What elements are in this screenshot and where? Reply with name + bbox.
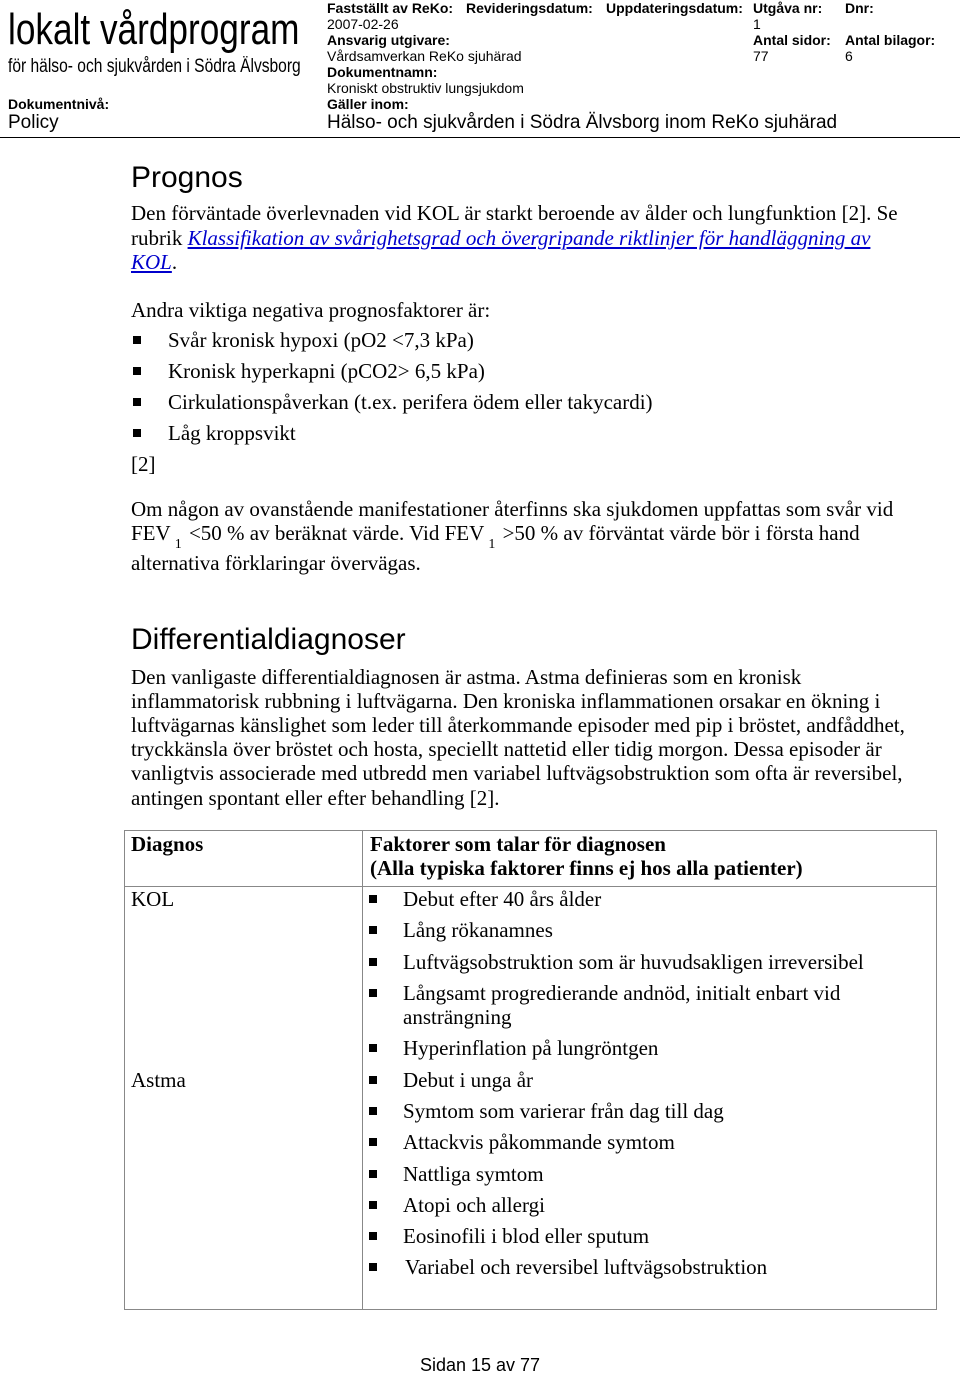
dnr-label: Dnr: <box>845 0 874 16</box>
program-subtitle: för hälso- och sjukvården i Södra Älvsborg <box>8 56 301 77</box>
severity-text-line-2 <box>131 521 860 552</box>
table-factor-item <box>367 887 927 911</box>
severity-text-line-3: alternativa förklaringar övervägas. <box>131 551 421 575</box>
table-factor-text: Atopi och allergi <box>403 1193 545 1217</box>
established-value: 2007-02-26 <box>327 16 399 32</box>
table-cell-diagnosis-astma: Astma <box>131 1068 186 1092</box>
table-factor-text: Eosinofili i blod eller sputum <box>403 1224 650 1248</box>
revision-date-label: Revideringsdatum: <box>466 0 593 16</box>
bullet-square-icon <box>369 1076 377 1084</box>
prognosis-factor <box>131 421 731 445</box>
classification-link[interactable]: Klassifikation av svårighetsgrad och övergripande riktlinjer för handläggning av <box>187 226 871 250</box>
table-factor-text: Attackvis påkommande symtom <box>403 1130 675 1154</box>
edition-value: 1 <box>753 16 761 32</box>
table-factor-item <box>367 1036 927 1060</box>
severity-text-line-1: Om någon av ovanstående manifestationer återfinns ska sjukdomen uppfattas som svår vid <box>131 497 894 521</box>
table-header-factors-note: (Alla typiska faktorer finns ej hos alla patienter) <box>370 856 803 880</box>
severity-text-segment: >50 % av förväntat värde bör i första hand <box>497 521 860 545</box>
publisher-label: Ansvarig utgivare: <box>327 32 450 48</box>
bullet-square-icon <box>369 1263 377 1271</box>
table-factor-item <box>367 1224 927 1248</box>
table-factor-text: Symtom som varierar från dag till dag <box>403 1099 724 1123</box>
bullet-square-icon <box>369 1138 377 1146</box>
table-factor-item <box>367 918 927 942</box>
bullet-square-icon <box>133 429 141 437</box>
prognosis-factor-text: Låg kroppsvikt <box>168 421 296 445</box>
attachments-value: 6 <box>845 48 853 64</box>
differential-text-line: luftvägarnas känslighet som leder till återkommande episoder med pip i bröstet, andfåddhet, <box>131 713 905 737</box>
bullet-square-icon <box>133 336 141 344</box>
pages-label: Antal sidor: <box>753 32 831 48</box>
bullet-square-icon <box>369 926 377 934</box>
bullet-square-icon <box>369 1170 377 1178</box>
prognosis-factor <box>131 390 731 414</box>
fev-term: FEV <box>131 521 171 545</box>
prognosis-factor-text: Kronisk hyperkapni (pCO2> 6,5 kPa) <box>168 359 485 383</box>
page-number: Sidan 15 av 77 <box>419 1355 541 1374</box>
bullet-square-icon <box>369 958 377 966</box>
table-factor-item <box>367 981 927 1029</box>
table-factor-item <box>367 1099 927 1123</box>
differential-text-line: Den vanligaste differentialdiagnosen är astma. Astma definieras som en kronisk <box>131 665 802 689</box>
bullet-square-icon <box>133 398 141 406</box>
prognosis-factor <box>131 359 731 383</box>
publisher-value: Vårdsamverkan ReKo sjuhärad <box>327 48 522 64</box>
table-factor-item <box>367 1255 927 1279</box>
bullet-square-icon <box>369 1201 377 1209</box>
bullet-square-icon <box>369 1107 377 1115</box>
fev-subscript: 1 <box>488 537 496 552</box>
prognos-intro-suffix: . <box>171 250 178 274</box>
scope-value: Hälso- och sjukvården i Södra Älvsborg inom ReKo sjuhärad <box>327 112 838 133</box>
classification-link-kol[interactable]: KOL <box>131 250 172 274</box>
attachments-label: Antal bilagor: <box>845 32 936 48</box>
program-title: lokalt vårdprogram <box>8 5 300 54</box>
document-name-value: Kroniskt obstruktiv lungsjukdom <box>327 80 524 96</box>
table-factor-item <box>367 1068 927 1092</box>
document-level-value: Policy <box>8 112 59 133</box>
prognosis-factor <box>131 328 731 352</box>
table-header-diagnosis: Diagnos <box>131 832 204 856</box>
prognos-intro-line-1: Den förväntade överlevnaden vid KOL är starkt beroende av ålder och lungfunktion [2]. Se <box>131 201 898 225</box>
prognos-heading: Prognos <box>131 161 243 194</box>
prognosis-factor-text: Cirkulationspåverkan (t.ex. perifera ödem eller takycardi) <box>168 390 653 414</box>
table-factor-text: Långsamt progredierande andnöd, initialt enbart vid ansträngning <box>403 981 841 1029</box>
prognos-intro-line-2 <box>131 226 870 250</box>
table-factor-item <box>367 950 927 974</box>
table-factor-text: Debut i unga år <box>403 1068 534 1092</box>
prognosis-factor-text: Svår kronisk hypoxi (pO2 <7,3 kPa) <box>168 328 474 352</box>
differential-text-line: inflammatorisk rubbning i luftvägarna. Den kroniska inflammationen orsakar en ökning i <box>131 689 881 713</box>
prognos-intro-line-3 <box>131 250 177 274</box>
bullet-square-icon <box>369 1232 377 1240</box>
update-date-label: Uppdateringsdatum: <box>606 0 743 16</box>
bullet-square-icon <box>369 895 377 903</box>
table-factor-item <box>367 1162 927 1186</box>
table-factor-text: Variabel och reversibel luftvägsobstruktion <box>405 1255 768 1279</box>
table-factor-text: Nattliga symtom <box>403 1162 544 1186</box>
differential-heading: Differentialdiagnoser <box>131 623 406 656</box>
table-factor-text: Luftvägsobstruktion som är huvudsakligen irreversibel <box>403 950 864 974</box>
table-factor-item <box>367 1130 927 1154</box>
document-name-label: Dokumentnamn: <box>327 64 438 80</box>
table-cell-diagnosis-kol: KOL <box>131 887 175 911</box>
pages-value: 77 <box>753 48 769 64</box>
bullet-square-icon <box>133 367 141 375</box>
differential-text-line: vanligtvis associerade med utbredd men variabel luftvägsobstruktion som ofta är reversibel, <box>131 761 903 785</box>
differential-text-line: tryckkänsla över bröstet och hosta, speciellt nattetid eller tidig morgon. Dessa episoder är <box>131 737 882 761</box>
severity-text-segment: <50 % av beräknat värde. Vid FEV <box>183 521 485 545</box>
table-header-factors: Faktorer som talar för diagnosen <box>370 832 666 856</box>
prognosis-factors-intro: Andra viktiga negativa prognosfaktorer är: <box>131 298 491 322</box>
prognos-intro-prefix: rubrik <box>131 226 188 250</box>
established-label: Fastställt av ReKo: <box>327 0 454 16</box>
edition-label: Utgåva nr: <box>753 0 823 16</box>
fev-subscript: 1 <box>174 537 182 552</box>
header-divider <box>0 137 960 138</box>
table-factor-item <box>367 1193 927 1217</box>
scope-label: Gäller inom: <box>327 96 409 112</box>
differential-text-line: antingen spontant eller efter behandling [2]. <box>131 786 500 810</box>
table-factor-text: Hyperinflation på lungröntgen <box>403 1036 659 1060</box>
reference-marker: [2] <box>131 452 156 476</box>
document-level-label: Dokumentnivå: <box>8 96 110 112</box>
table-column-divider <box>362 830 363 1310</box>
table-factor-text: Lång rökanamnes <box>403 918 553 942</box>
bullet-square-icon <box>369 1044 377 1052</box>
table-factor-text: Debut efter 40 års ålder <box>403 887 602 911</box>
bullet-square-icon <box>369 989 377 997</box>
